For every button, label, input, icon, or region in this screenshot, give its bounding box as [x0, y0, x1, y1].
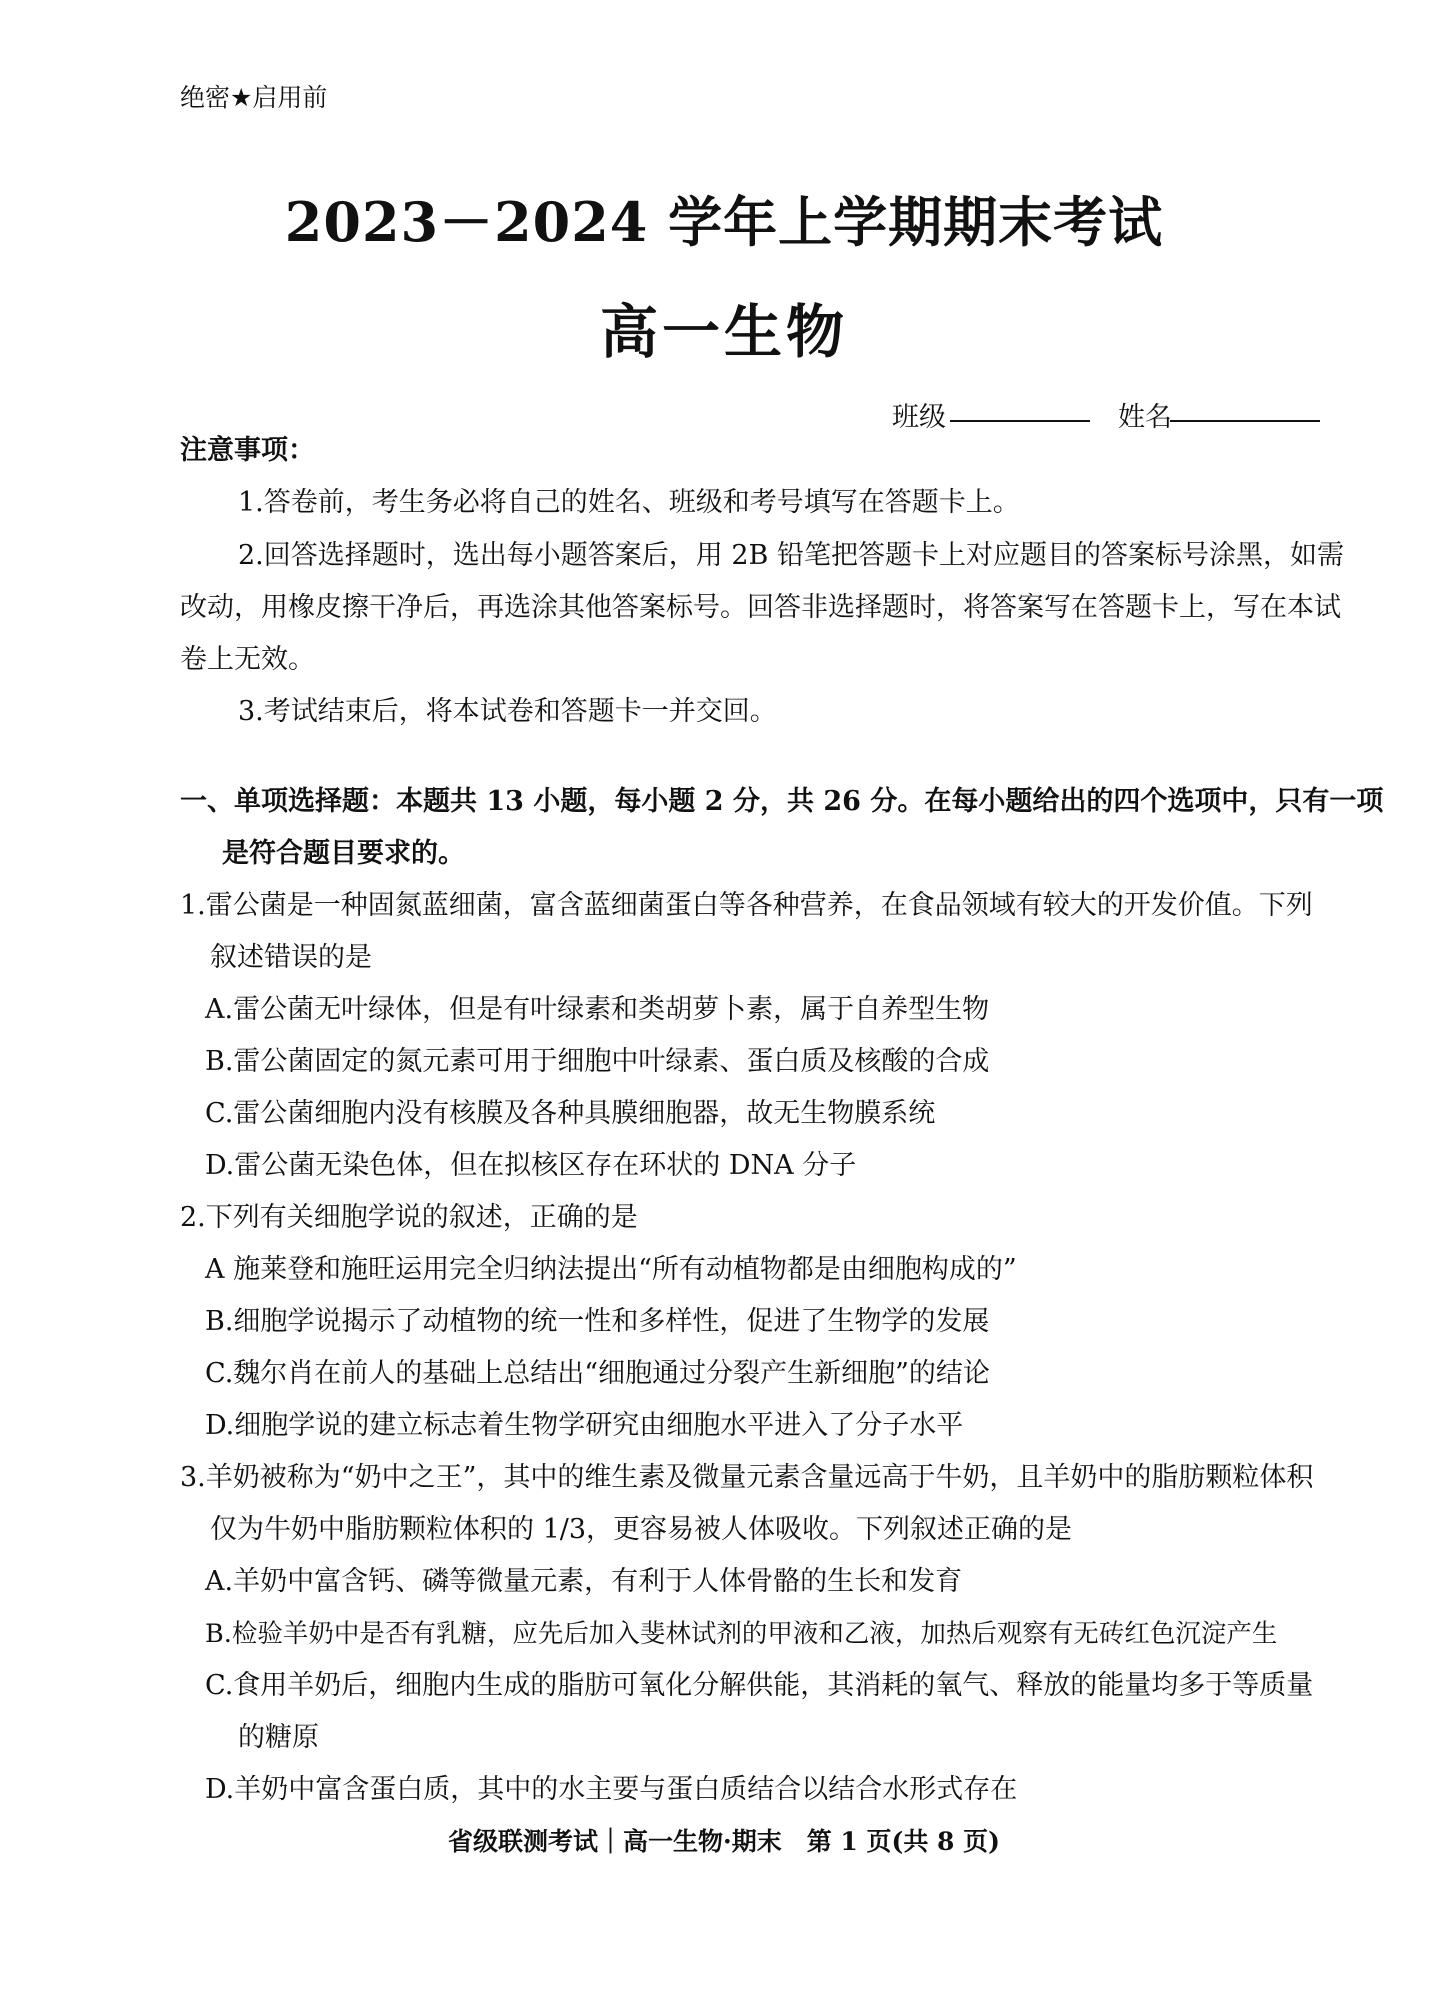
- class-field[interactable]: [950, 420, 1090, 422]
- q3-stem-line-2: 仅为牛奶中脂肪颗粒体积的 1/3，更容易被人体吸收。下列叙述正确的是: [210, 1514, 1073, 1545]
- q1-option-d: D.雷公菌无染色体，但在拟核区存在环状的 DNA 分子: [205, 1150, 857, 1181]
- q1-stem-line-1: 1.雷公菌是一种固氮蓝细菌，富含蓝细菌蛋白等各种营养，在食品领域有较大的开发价值。下列: [180, 890, 1313, 921]
- class-label: 班级: [892, 402, 946, 433]
- q3-option-a: A.羊奶中富含钙、磷等微量元素，有利于人体骨骼的生长和发育: [205, 1566, 963, 1597]
- q2-option-d: D.细胞学说的建立标志着生物学研究由细胞水平进入了分子水平: [205, 1410, 964, 1441]
- page-footer: 省级联测考试｜高一生物·期末 第 1 页(共 8 页): [448, 1827, 1000, 1856]
- note-item-3: 3.考试结束后，将本试卷和答题卡一并交回。: [238, 696, 777, 727]
- exam-title: 2023－2024 学年上学期期末考试: [284, 190, 1164, 254]
- q2-stem: 2.下列有关细胞学说的叙述，正确的是: [180, 1202, 638, 1233]
- q2-option-c: C.魏尔肖在前人的基础上总结出“细胞通过分裂产生新细胞”的结论: [205, 1358, 990, 1389]
- q1-option-a: A.雷公菌无叶绿体，但是有叶绿素和类胡萝卜素，属于自养型生物: [205, 994, 990, 1025]
- note-item-2-line-3: 卷上无效。: [180, 644, 315, 675]
- note-item-1: 1.答卷前，考生务必将自己的姓名、班级和考号填写在答题卡上。: [238, 487, 1020, 518]
- q1-stem-line-2: 叙述错误的是: [210, 942, 372, 973]
- q3-stem-line-1: 3.羊奶被称为“奶中之王”，其中的维生素及微量元素含量远高于牛奶，且羊奶中的脂肪颗粒体积: [180, 1462, 1314, 1493]
- section-1-heading-line-2: 是符合题目要求的。: [222, 838, 465, 869]
- q1-option-c: C.雷公菌细胞内没有核膜及各种具膜细胞器，故无生物膜系统: [205, 1098, 936, 1129]
- name-field[interactable]: [1170, 420, 1320, 422]
- q2-option-b: B.细胞学说揭示了动植物的统一性和多样性，促进了生物学的发展: [205, 1306, 990, 1337]
- q1-option-b: B.雷公菌固定的氮元素可用于细胞中叶绿素、蛋白质及核酸的合成: [205, 1046, 990, 1077]
- notes-heading: 注意事项：: [180, 435, 315, 466]
- q3-option-b: B.检验羊奶中是否有乳糖，应先后加入斐林试剂的甲液和乙液，加热后观察有无砖红色沉淀产生: [205, 1619, 1278, 1649]
- q3-option-c-line-2: 的糖原: [238, 1722, 319, 1753]
- q3-option-d: D.羊奶中富含蛋白质，其中的水主要与蛋白质结合以结合水形式存在: [205, 1774, 1018, 1805]
- name-label: 姓名: [1118, 402, 1172, 433]
- subject-title: 高一生物: [599, 298, 848, 366]
- confidential-label: 绝密★启用前: [180, 83, 328, 112]
- note-item-2-line-2: 改动，用橡皮擦干净后，再选涂其他答案标号。回答非选择题时，将答案写在答题卡上，写在本试: [180, 592, 1341, 623]
- q2-option-a: A 施莱登和施旺运用完全归纳法提出“所有动植物都是由细胞构成的”: [205, 1254, 1017, 1285]
- note-item-2-line-1: 2.回答选择题时，选出每小题答案后，用 2B 铅笔把答题卡上对应题目的答案标号涂黑，如需: [238, 540, 1344, 571]
- section-1-heading: 一、单项选择题：本题共 13 小题，每小题 2 分，共 26 分。在每小题给出的四个选项中，只有一项: [180, 786, 1384, 817]
- q3-option-c-line-1: C.食用羊奶后，细胞内生成的脂肪可氧化分解供能，其消耗的氧气、释放的能量均多于等质量: [205, 1670, 1314, 1701]
